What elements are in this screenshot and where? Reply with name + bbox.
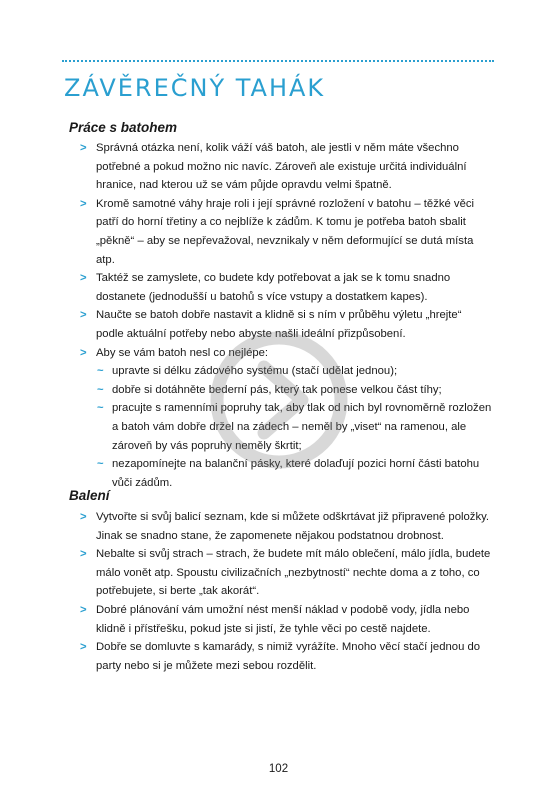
list-item: > Dobře se domluvte s kamarády, s nimiž vyrážíte. Mnoho věcí stačí jednou do party nebo si je můžete mezi sebou rozdělit. <box>80 638 492 675</box>
bullet-arrow-icon: > <box>80 272 87 285</box>
page-title: ZÁVĚREČNÝ TAHÁK <box>64 74 326 102</box>
sub-list-item: ~ upravte si délku zádového systému (stačí udělat jednou); <box>96 362 492 381</box>
section-heading-packing: Balení <box>69 488 110 503</box>
list-item: > Naučte se batoh dobře nastavit a klidně si s ním v průběhu výletu „hrejte“ podle aktuální potřeby nebo abyste našli ideální přizpůsobení. <box>80 306 492 343</box>
section-heading-backpack: Práce s batohem <box>69 120 178 135</box>
bullet-tilde-icon: ~ <box>97 402 104 415</box>
packing-list <box>80 508 492 675</box>
sub-list-item: ~ nezapomínejte na balanční pásky, které dolaďují pozici horní části batohu vůči zádům. <box>96 455 492 492</box>
list-item: > Aby se vám batoh nesl co nejlépe: ~ upravte si délku zádového systému (stačí udělat jednou); ~ dobře si dotáhněte bederní pás, který tak ponese velkou část tíhy; ~ pracujte s ramenními popruhy tak, aby tlak od nich byl rovnoměrně rozložen a batoh vám dobře držel na zádech – neměl by „viset“ na ramenou, ale zároveň by vás popruhy neměly škrtit; ~ nezapomínejte na balanční pásky, které dolaďují pozici horní části batohu vůči zádům. <box>80 344 492 493</box>
page-number: 102 <box>268 763 289 775</box>
bullet-arrow-icon: > <box>80 142 87 154</box>
dotted-divider <box>62 60 494 62</box>
backpack-sublist <box>96 362 492 492</box>
bullet-arrow-icon: > <box>80 641 87 654</box>
bullet-tilde-icon: ~ <box>97 365 104 378</box>
bullet-arrow-icon: > <box>80 197 87 210</box>
backpack-list <box>80 139 492 492</box>
sub-list-item: ~ pracujte s ramenními popruhy tak, aby tlak od nich byl rovnoměrně rozložen a batoh vám dobře držel na zádech – neměl by „viset“ na ramenou, ale zároveň by vás popruhy neměly škrtit; <box>96 399 492 455</box>
sub-list-item: ~ dobře si dotáhněte bederní pás, který tak ponese velkou část tíhy; <box>96 381 492 400</box>
list-item: > Taktéž se zamyslete, co budete kdy potřebovat a jak se k tomu snadno dostanete (jednodušší u batohů s více vstupy a dostatkem kapes). <box>80 269 492 306</box>
list-item: > Správná otázka není, kolik váží váš batoh, ale jestli v něm máte všechno potřebné a pokud možno nic navíc. Zároveň ale existuje určitá individuální hranice, nad kterou už se vám půjde opravdu velmi špatně. <box>80 139 492 195</box>
bullet-arrow-icon: > <box>80 511 87 523</box>
bullet-tilde-icon: ~ <box>97 383 104 396</box>
list-item: > Kromě samotné váhy hraje roli i její správné rozložení v batohu – těžké věci patří do horní třetiny a co nejblíže k zádům. K tomu je potřeba batoh sbalit „pěkně“ – aby se nepřevažoval, nevznikaly v něm deformující se dutá místa atp. <box>80 195 492 269</box>
bullet-arrow-icon: > <box>80 309 87 322</box>
list-item: > Dobré plánování vám umožní nést menší náklad v podobě vody, jídla nebo klidně i přístřešku, pokud jste si jistí, že tyhle věci po cestě najdete. <box>80 601 492 638</box>
bullet-arrow-icon: > <box>80 346 87 359</box>
bullet-arrow-icon: > <box>80 603 87 616</box>
bullet-arrow-icon: > <box>80 548 87 561</box>
list-item: > Nebalte si svůj strach – strach, že budete mít málo oblečení, málo jídla, budete málo vonět atp. Spoustu civilizačních „nezbytností“ nechte doma a z toho, co potřebujete, si berte „tak akorát“. <box>80 545 492 601</box>
bullet-tilde-icon: ~ <box>97 458 104 471</box>
list-item: > Vytvořte si svůj balicí seznam, kde si můžete odškrtávat již připravené položky. Jinak se snadno stane, že zapomenete nějakou podstatnou drobnost. <box>80 508 492 545</box>
